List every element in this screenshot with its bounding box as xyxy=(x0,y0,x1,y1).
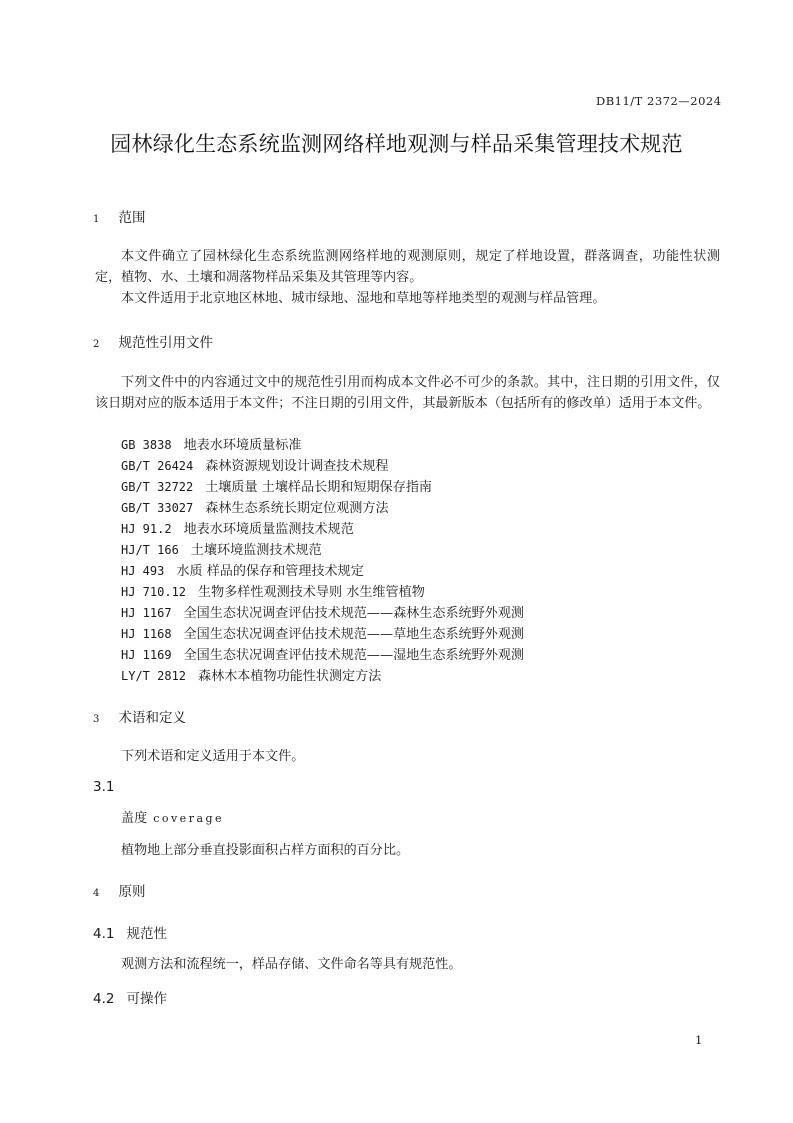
reference-code: HJ 1169 xyxy=(121,648,172,662)
reference-title: 森林资源规划设计调查技术规程 xyxy=(205,459,389,474)
section-title: 规范性引用文件 xyxy=(118,335,213,351)
reference-title: 全国生态状况调查评估技术规范——湿地生态系统野外观测 xyxy=(183,648,525,663)
reference-code: GB 3838 xyxy=(121,438,172,452)
section-number: 1 xyxy=(93,214,100,225)
subsection-heading xyxy=(93,987,167,1007)
page-number: 1 xyxy=(695,1033,703,1047)
section-title: 范围 xyxy=(118,210,146,226)
reference-code: HJ 710.12 xyxy=(121,585,187,599)
subsection-heading xyxy=(93,922,167,942)
reference-item xyxy=(121,497,389,516)
section-4-heading xyxy=(93,880,145,900)
reference-title: 全国生态状况调查评估技术规范——森林生态系统野外观测 xyxy=(183,606,525,621)
term-heading xyxy=(121,808,224,829)
reference-code: GB/T 26424 xyxy=(121,459,194,473)
section-3-heading xyxy=(93,706,186,726)
reference-item xyxy=(121,623,524,642)
reference-title: 土壤环境监测技术规范 xyxy=(190,543,322,558)
reference-code: HJ 91.2 xyxy=(121,522,172,536)
reference-title: 森林生态系统长期定位观测方法 xyxy=(205,501,389,516)
reference-code: GB/T 33027 xyxy=(121,501,194,515)
paragraph: 下列文件中的内容通过文中的规范性引用而构成本文件必不可少的条款。其中，注日期的引用文件，仅该日期对应的版本适用于本文件；不注日期的引用文件，其最新版本（包括所有的修改单）适用于本文件。 xyxy=(95,375,720,411)
subsection-title: 规范性 xyxy=(126,926,167,942)
reference-item xyxy=(121,434,301,453)
subsection-number: 4.2 xyxy=(93,991,115,1007)
reference-code: LY/T 2812 xyxy=(121,669,187,683)
document-title: 园林绿化生态系统监测网络样地观测与样品采集管理技术规范 xyxy=(110,132,683,156)
reference-item xyxy=(121,518,354,537)
section-1-heading xyxy=(93,206,145,226)
reference-code: HJ/T 166 xyxy=(121,543,179,557)
paragraph: 观测方法和流程统一，样品存储、文件命名等具有规范性。 xyxy=(121,957,462,972)
reference-code: HJ 493 xyxy=(121,564,165,578)
reference-item xyxy=(121,455,389,474)
reference-code: HJ 1167 xyxy=(121,606,172,620)
reference-item xyxy=(121,560,364,579)
reference-item xyxy=(121,539,322,558)
section-2-heading xyxy=(93,331,213,351)
term-number: 3.1 xyxy=(93,779,115,795)
term-zh: 盖度 xyxy=(121,811,148,826)
reference-title: 全国生态状况调查评估技术规范——草地生态系统野外观测 xyxy=(183,627,525,642)
reference-item xyxy=(121,581,425,600)
reference-item xyxy=(121,644,524,663)
reference-title: 地表水环境质量监测技术规范 xyxy=(183,522,354,537)
reference-code: GB/T 32722 xyxy=(121,480,194,494)
term-definition: 植物地上部分垂直投影面积占样方面积的百分比。 xyxy=(121,843,410,858)
section-number: 4 xyxy=(93,888,100,899)
section-number: 2 xyxy=(93,339,100,350)
reference-title: 生物多样性观测技术导则 水生维管植物 xyxy=(198,585,425,600)
reference-item xyxy=(121,665,381,684)
reference-item xyxy=(121,476,432,495)
section-number: 3 xyxy=(93,714,100,725)
reference-title: 地表水环境质量标准 xyxy=(183,438,302,453)
standard-code: DB11/T 2372—2024 xyxy=(596,94,722,108)
reference-title: 土壤质量 土壤样品长期和短期保存指南 xyxy=(205,480,433,495)
reference-item xyxy=(121,602,524,621)
paragraph: 本文件确立了园林绿化生态系统监测网络样地的观测原则，规定了样地设置，群落调查，功能性状测定，植物、水、土壤和凋落物样品采集及其管理等内容。 xyxy=(95,249,720,285)
paragraph: 下列术语和定义适用于本文件。 xyxy=(121,749,305,764)
paragraph: 本文件适用于北京地区林地、城市绿地、湿地和草地等样地类型的观测与样品管理。 xyxy=(121,291,606,306)
section-title: 原则 xyxy=(118,884,146,900)
term-en: coverage xyxy=(153,812,225,825)
section-title: 术语和定义 xyxy=(118,710,186,726)
reference-code: HJ 1168 xyxy=(121,627,172,641)
reference-title: 森林木本植物功能性状测定方法 xyxy=(198,669,382,684)
reference-title: 水质 样品的保存和管理技术规定 xyxy=(176,564,364,579)
subsection-title: 可操作 xyxy=(126,991,167,1007)
subsection-number: 4.1 xyxy=(93,926,115,942)
